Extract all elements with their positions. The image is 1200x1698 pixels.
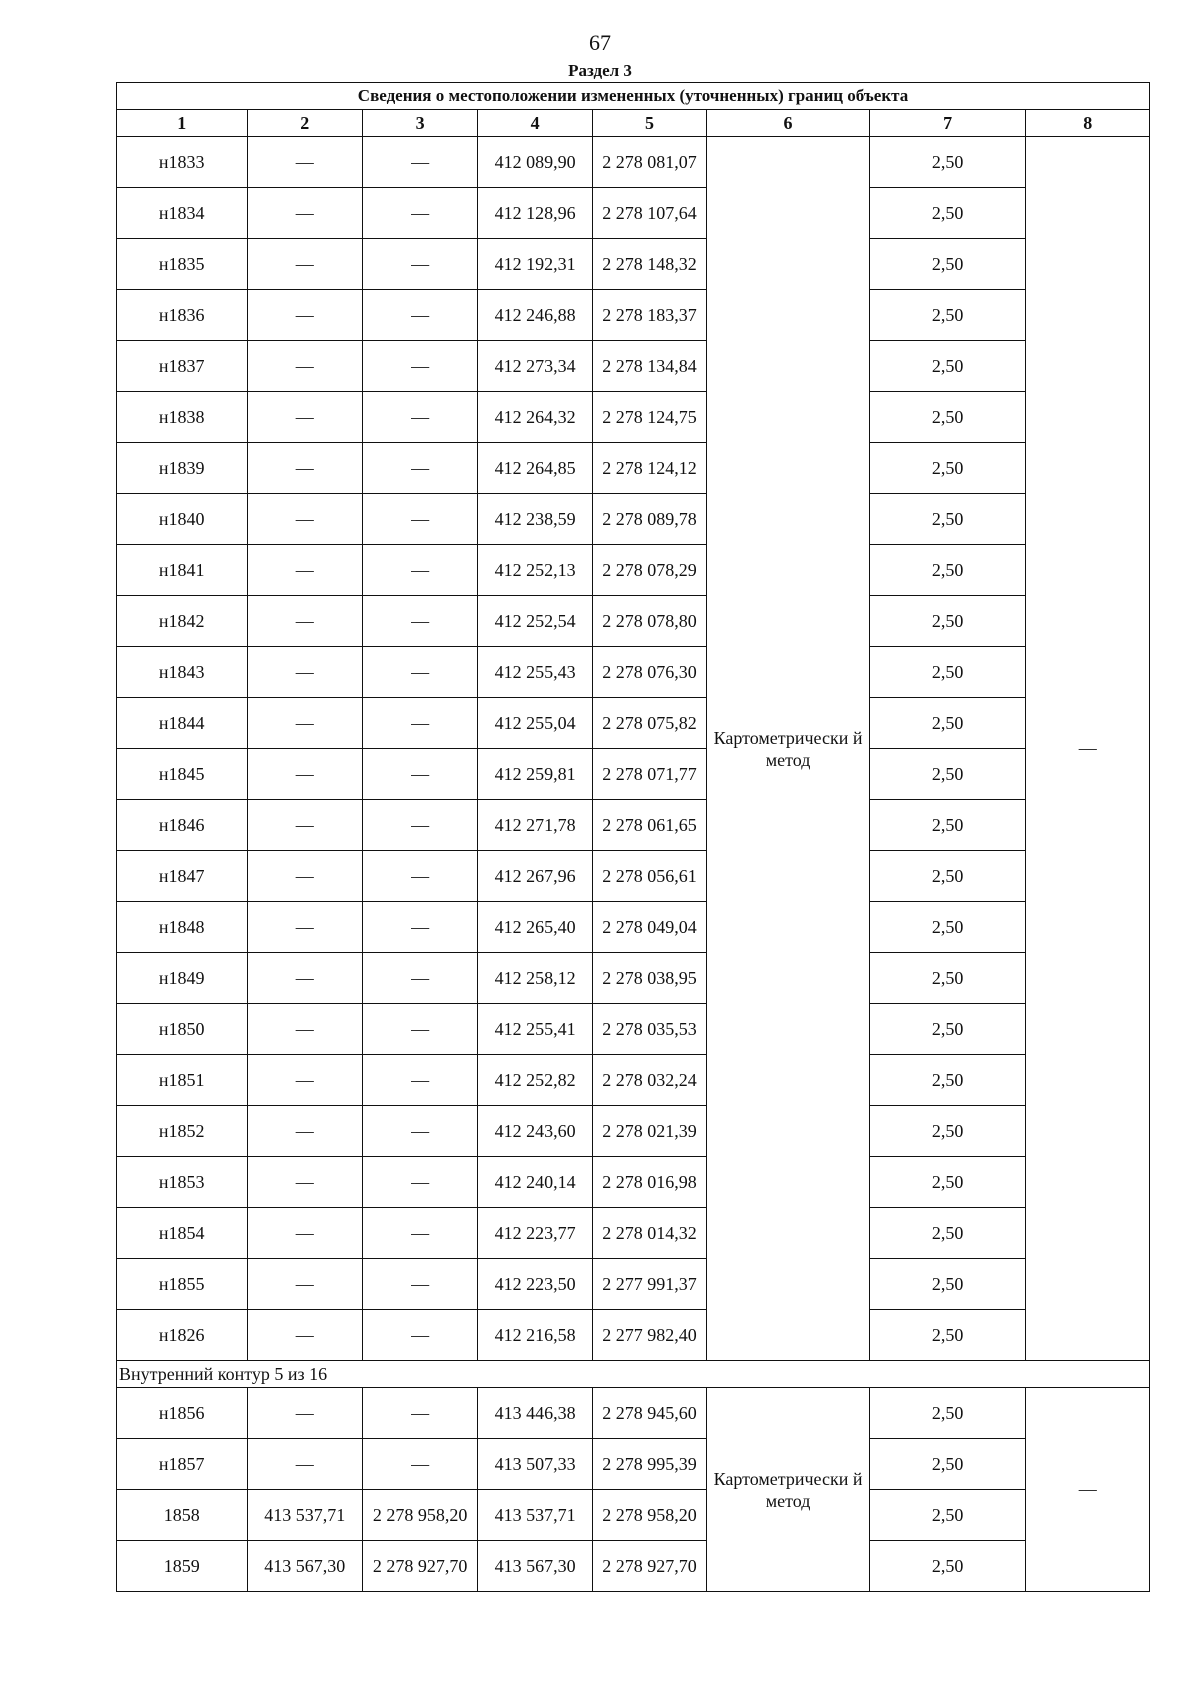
old-y-cell: — [362, 1439, 477, 1490]
old-y-cell: — [362, 341, 477, 392]
accuracy-cell: 2,50 [869, 1439, 1026, 1490]
accuracy-cell: 2,50 [869, 851, 1026, 902]
point-name-cell: н1856 [117, 1388, 248, 1439]
old-x-cell: — [247, 749, 362, 800]
table-row [117, 953, 1150, 1004]
old-y-cell: — [362, 1055, 477, 1106]
table-row [117, 341, 1150, 392]
new-y-cell: 2 278 075,82 [592, 698, 706, 749]
contour-row [117, 1361, 1150, 1388]
table-row [117, 698, 1150, 749]
column-number: 7 [869, 110, 1026, 137]
description-cell: — [1026, 1388, 1150, 1592]
old-x-cell: — [247, 188, 362, 239]
old-x-cell: 413 567,30 [247, 1541, 362, 1592]
table-row [117, 1490, 1150, 1541]
table-row [117, 800, 1150, 851]
point-name-cell: н1850 [117, 1004, 248, 1055]
table-row [117, 902, 1150, 953]
new-x-cell: 413 567,30 [478, 1541, 592, 1592]
accuracy-cell: 2,50 [869, 239, 1026, 290]
old-x-cell: — [247, 1208, 362, 1259]
column-number-row [117, 110, 1150, 137]
new-y-cell: 2 278 016,98 [592, 1157, 706, 1208]
new-x-cell: 412 216,58 [478, 1310, 592, 1361]
accuracy-cell: 2,50 [869, 1310, 1026, 1361]
table-row [117, 647, 1150, 698]
point-name-cell: н1836 [117, 290, 248, 341]
new-x-cell: 412 264,85 [478, 443, 592, 494]
old-x-cell: — [247, 137, 362, 188]
point-name-cell: н1834 [117, 188, 248, 239]
old-y-cell: — [362, 239, 477, 290]
table-row [117, 137, 1150, 188]
accuracy-cell: 2,50 [869, 902, 1026, 953]
new-x-cell: 412 255,43 [478, 647, 592, 698]
new-x-cell: 412 192,31 [478, 239, 592, 290]
old-y-cell: — [362, 596, 477, 647]
table-row [117, 1106, 1150, 1157]
description-cell: — [1026, 137, 1150, 1361]
accuracy-cell: 2,50 [869, 1541, 1026, 1592]
point-name-cell: н1854 [117, 1208, 248, 1259]
new-x-cell: 412 258,12 [478, 953, 592, 1004]
new-y-cell: 2 278 078,80 [592, 596, 706, 647]
column-number: 1 [117, 110, 248, 137]
table-row [117, 545, 1150, 596]
column-number: 2 [247, 110, 362, 137]
old-x-cell: — [247, 953, 362, 1004]
table-row [117, 290, 1150, 341]
point-name-cell: н1851 [117, 1055, 248, 1106]
accuracy-cell: 2,50 [869, 749, 1026, 800]
column-number: 6 [707, 110, 870, 137]
point-name-cell: н1852 [117, 1106, 248, 1157]
point-name-cell: 1858 [117, 1490, 248, 1541]
new-x-cell: 413 507,33 [478, 1439, 592, 1490]
new-y-cell: 2 278 183,37 [592, 290, 706, 341]
new-y-cell: 2 278 061,65 [592, 800, 706, 851]
table-row [117, 1541, 1150, 1592]
accuracy-cell: 2,50 [869, 392, 1026, 443]
new-x-cell: 412 128,96 [478, 188, 592, 239]
table-row [117, 443, 1150, 494]
old-x-cell: — [247, 1310, 362, 1361]
new-y-cell: 2 278 035,53 [592, 1004, 706, 1055]
table-row [117, 749, 1150, 800]
old-x-cell: — [247, 341, 362, 392]
table-row [117, 1004, 1150, 1055]
new-y-cell: 2 278 049,04 [592, 902, 706, 953]
column-number: 5 [592, 110, 706, 137]
old-x-cell: — [247, 1259, 362, 1310]
method-cell: Картометрически й метод [707, 137, 870, 1361]
old-y-cell: — [362, 443, 477, 494]
old-y-cell: — [362, 1157, 477, 1208]
old-y-cell: — [362, 545, 477, 596]
point-name-cell: н1853 [117, 1157, 248, 1208]
new-y-cell: 2 278 078,29 [592, 545, 706, 596]
new-y-cell: 2 278 071,77 [592, 749, 706, 800]
new-x-cell: 413 446,38 [478, 1388, 592, 1439]
old-x-cell: — [247, 1055, 362, 1106]
old-x-cell: — [247, 902, 362, 953]
point-name-cell: н1849 [117, 953, 248, 1004]
new-y-cell: 2 278 958,20 [592, 1490, 706, 1541]
new-y-cell: 2 278 995,39 [592, 1439, 706, 1490]
old-y-cell: — [362, 1004, 477, 1055]
point-name-cell: н1841 [117, 545, 248, 596]
old-y-cell: — [362, 749, 477, 800]
old-x-cell: — [247, 443, 362, 494]
point-name-cell: н1838 [117, 392, 248, 443]
point-name-cell: н1848 [117, 902, 248, 953]
old-y-cell: — [362, 137, 477, 188]
old-y-cell: — [362, 1208, 477, 1259]
table-row [117, 851, 1150, 902]
old-x-cell: 413 537,71 [247, 1490, 362, 1541]
new-y-cell: 2 278 089,78 [592, 494, 706, 545]
point-name-cell: н1826 [117, 1310, 248, 1361]
new-x-cell: 412 089,90 [478, 137, 592, 188]
new-x-cell: 412 243,60 [478, 1106, 592, 1157]
table-title: Сведения о местоположении измененных (уточненных) границ объекта [117, 83, 1150, 110]
old-y-cell: — [362, 1259, 477, 1310]
old-x-cell: — [247, 851, 362, 902]
new-y-cell: 2 278 945,60 [592, 1388, 706, 1439]
table-row [117, 1310, 1150, 1361]
point-name-cell: н1842 [117, 596, 248, 647]
accuracy-cell: 2,50 [869, 800, 1026, 851]
old-x-cell: — [247, 392, 362, 443]
old-x-cell: — [247, 239, 362, 290]
point-name-cell: н1845 [117, 749, 248, 800]
accuracy-cell: 2,50 [869, 1106, 1026, 1157]
old-y-cell: — [362, 800, 477, 851]
accuracy-cell: 2,50 [869, 494, 1026, 545]
old-y-cell: — [362, 1106, 477, 1157]
column-number: 8 [1026, 110, 1150, 137]
old-x-cell: — [247, 1106, 362, 1157]
new-x-cell: 412 271,78 [478, 800, 592, 851]
old-y-cell: 2 278 927,70 [362, 1541, 477, 1592]
point-name-cell: 1859 [117, 1541, 248, 1592]
new-y-cell: 2 278 107,64 [592, 188, 706, 239]
method-cell: Картометрически й метод [707, 1388, 870, 1592]
point-name-cell: н1837 [117, 341, 248, 392]
point-name-cell: н1855 [117, 1259, 248, 1310]
old-x-cell: — [247, 1388, 362, 1439]
new-x-cell: 412 252,82 [478, 1055, 592, 1106]
accuracy-cell: 2,50 [869, 1490, 1026, 1541]
old-y-cell: — [362, 698, 477, 749]
accuracy-cell: 2,50 [869, 953, 1026, 1004]
column-number: 4 [478, 110, 592, 137]
table-row [117, 596, 1150, 647]
table-row [117, 188, 1150, 239]
table-row [117, 1388, 1150, 1439]
accuracy-cell: 2,50 [869, 647, 1026, 698]
new-y-cell: 2 278 148,32 [592, 239, 706, 290]
old-y-cell: — [362, 1310, 477, 1361]
table-title-row [117, 83, 1150, 110]
contour-label: Внутренний контур 5 из 16 [117, 1361, 1150, 1388]
old-x-cell: — [247, 290, 362, 341]
old-x-cell: — [247, 698, 362, 749]
accuracy-cell: 2,50 [869, 188, 1026, 239]
old-y-cell: — [362, 953, 477, 1004]
new-x-cell: 412 246,88 [478, 290, 592, 341]
table-row [117, 1208, 1150, 1259]
old-x-cell: — [247, 1157, 362, 1208]
new-y-cell: 2 278 124,12 [592, 443, 706, 494]
boundary-table [116, 82, 1150, 1592]
new-y-cell: 2 278 014,32 [592, 1208, 706, 1259]
point-name-cell: н1833 [117, 137, 248, 188]
new-x-cell: 412 273,34 [478, 341, 592, 392]
new-y-cell: 2 278 081,07 [592, 137, 706, 188]
point-name-cell: н1847 [117, 851, 248, 902]
new-y-cell: 2 278 021,39 [592, 1106, 706, 1157]
point-name-cell: н1844 [117, 698, 248, 749]
table-row [117, 1259, 1150, 1310]
new-x-cell: 412 223,50 [478, 1259, 592, 1310]
table-row [117, 494, 1150, 545]
old-y-cell: — [362, 494, 477, 545]
old-y-cell: — [362, 290, 477, 341]
old-y-cell: — [362, 1388, 477, 1439]
point-name-cell: н1835 [117, 239, 248, 290]
section-label: Раздел 3 [568, 61, 632, 80]
old-x-cell: — [247, 1439, 362, 1490]
point-name-cell: н1839 [117, 443, 248, 494]
accuracy-cell: 2,50 [869, 341, 1026, 392]
table-row [117, 1157, 1150, 1208]
accuracy-cell: 2,50 [869, 1388, 1026, 1439]
table-row [117, 392, 1150, 443]
accuracy-cell: 2,50 [869, 1004, 1026, 1055]
old-y-cell: 2 278 958,20 [362, 1490, 477, 1541]
table-row [117, 1055, 1150, 1106]
point-name-cell: н1840 [117, 494, 248, 545]
old-y-cell: — [362, 188, 477, 239]
old-x-cell: — [247, 1004, 362, 1055]
new-x-cell: 412 252,13 [478, 545, 592, 596]
accuracy-cell: 2,50 [869, 1055, 1026, 1106]
accuracy-cell: 2,50 [869, 545, 1026, 596]
new-x-cell: 412 259,81 [478, 749, 592, 800]
page-number: 67 [589, 30, 611, 55]
new-y-cell: 2 277 982,40 [592, 1310, 706, 1361]
old-x-cell: — [247, 800, 362, 851]
old-x-cell: — [247, 596, 362, 647]
accuracy-cell: 2,50 [869, 1208, 1026, 1259]
accuracy-cell: 2,50 [869, 137, 1026, 188]
new-x-cell: 412 255,04 [478, 698, 592, 749]
new-x-cell: 413 537,71 [478, 1490, 592, 1541]
accuracy-cell: 2,50 [869, 1259, 1026, 1310]
old-y-cell: — [362, 851, 477, 902]
new-y-cell: 2 278 032,24 [592, 1055, 706, 1106]
point-name-cell: н1843 [117, 647, 248, 698]
table-row [117, 239, 1150, 290]
accuracy-cell: 2,50 [869, 698, 1026, 749]
new-x-cell: 412 267,96 [478, 851, 592, 902]
new-y-cell: 2 277 991,37 [592, 1259, 706, 1310]
new-y-cell: 2 278 134,84 [592, 341, 706, 392]
old-x-cell: — [247, 494, 362, 545]
new-y-cell: 2 278 124,75 [592, 392, 706, 443]
accuracy-cell: 2,50 [869, 443, 1026, 494]
new-x-cell: 412 255,41 [478, 1004, 592, 1055]
table-row [117, 1439, 1150, 1490]
column-number: 3 [362, 110, 477, 137]
old-y-cell: — [362, 647, 477, 698]
new-y-cell: 2 278 056,61 [592, 851, 706, 902]
accuracy-cell: 2,50 [869, 1157, 1026, 1208]
new-x-cell: 412 265,40 [478, 902, 592, 953]
new-x-cell: 412 223,77 [478, 1208, 592, 1259]
point-name-cell: н1857 [117, 1439, 248, 1490]
new-x-cell: 412 238,59 [478, 494, 592, 545]
old-x-cell: — [247, 545, 362, 596]
point-name-cell: н1846 [117, 800, 248, 851]
new-y-cell: 2 278 927,70 [592, 1541, 706, 1592]
new-y-cell: 2 278 038,95 [592, 953, 706, 1004]
old-y-cell: — [362, 392, 477, 443]
old-y-cell: — [362, 902, 477, 953]
new-x-cell: 412 252,54 [478, 596, 592, 647]
new-y-cell: 2 278 076,30 [592, 647, 706, 698]
old-x-cell: — [247, 647, 362, 698]
accuracy-cell: 2,50 [869, 290, 1026, 341]
new-x-cell: 412 264,32 [478, 392, 592, 443]
accuracy-cell: 2,50 [869, 596, 1026, 647]
new-x-cell: 412 240,14 [478, 1157, 592, 1208]
